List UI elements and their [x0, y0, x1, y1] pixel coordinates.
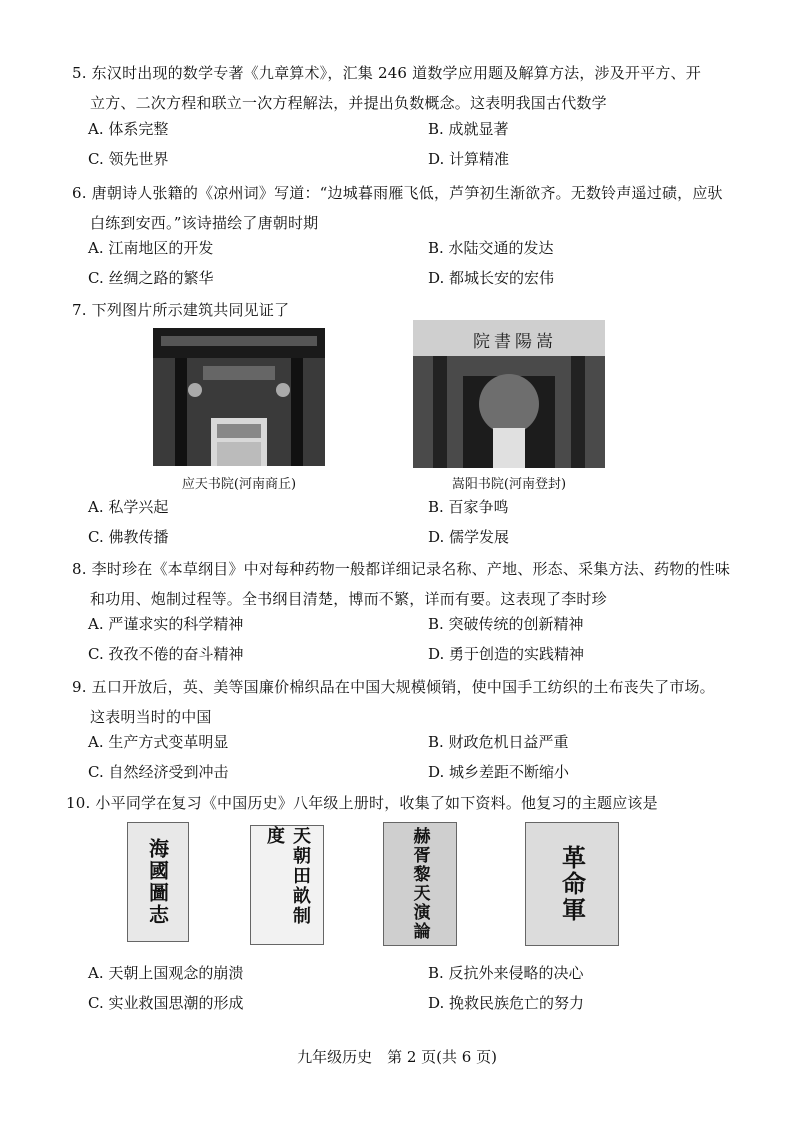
option-b: B. 水陆交通的发达 — [428, 239, 554, 257]
question-9-stem-line2: 这表明当时的中国 — [90, 708, 212, 726]
question-5 — [72, 58, 742, 118]
option-b: B. 财政危机日益严重 — [428, 733, 569, 751]
option-c: C. 领先世界 — [88, 150, 169, 168]
option-d: D. 儒学发展 — [428, 528, 510, 546]
option-d: D. 城乡差距不断缩小 — [428, 763, 570, 781]
question-8-stem-line2: 和功用、炮制过程等。全书纲目清楚，博而不繁，详而有要。这表现了李时珍 — [90, 590, 607, 608]
yingtian-academy-caption: 应天书院(河南商丘) — [181, 477, 297, 492]
question-9 — [72, 672, 742, 732]
option-d: D. 挽救民族危亡的努力 — [428, 994, 585, 1012]
question-10-stem: 10. 小平同学在复习《中国历史》八年级上册时，收集了如下资料。他复习的主题应该是 — [66, 794, 658, 812]
option-a: A. 私学兴起 — [88, 498, 169, 516]
question-6 — [72, 178, 742, 238]
option-d: D. 勇于创造的实践精神 — [428, 645, 585, 663]
page-footer: 九年级历史 第 2 页(共 6 页) — [297, 1048, 497, 1066]
question-7 — [72, 295, 742, 325]
option-a: A. 体系完整 — [88, 120, 169, 138]
question-10 — [66, 788, 736, 818]
option-a: A. 严谨求实的科学精神 — [88, 615, 244, 633]
option-a: A. 生产方式变革明显 — [88, 733, 229, 751]
option-b: B. 突破传统的创新精神 — [428, 615, 584, 633]
yingtian-academy-photo — [153, 328, 325, 466]
book-cover-tianyan-lun — [383, 822, 457, 946]
book-title: 革命軍 — [557, 845, 587, 923]
option-c: C. 实业救国思潮的形成 — [88, 994, 244, 1012]
academy-gate-illustration — [153, 328, 325, 466]
question-8-stem-line1: 8. 李时珍在《本草纲目》中对每种药物一般都详细记录名称、产地、形态、采集方法、药物的性味 — [72, 560, 731, 578]
book-cover-geming-jun — [525, 822, 619, 946]
question-7-stem: 7. 下列图片所示建筑共同见证了 — [72, 301, 290, 319]
book-cover-tianchao-tianmu-zhidu — [250, 825, 324, 945]
option-c: C. 佛教传播 — [88, 528, 169, 546]
option-c: C. 孜孜不倦的奋斗精神 — [88, 645, 244, 663]
option-b: B. 百家争鸣 — [428, 498, 509, 516]
book-title: 赫胥黎天演論 — [409, 827, 430, 941]
option-d: D. 计算精准 — [428, 150, 510, 168]
option-a: A. 江南地区的开发 — [88, 239, 214, 257]
option-b: B. 反抗外来侵略的决心 — [428, 964, 584, 982]
question-6-stem-line2: 白练到安西。”该诗描绘了唐朝时期 — [90, 214, 319, 232]
question-5-stem-line1: 5. 东汉时出现的数学专著《九章算术》，汇集 246 道数学应用题及解算方法，涉及开平方、开 — [72, 64, 701, 82]
book-title: 海國圖志 — [145, 838, 170, 926]
book-cover-haiguo-tuzhi — [127, 822, 189, 942]
option-b: B. 成就显著 — [428, 120, 509, 138]
option-c: C. 自然经济受到冲击 — [88, 763, 229, 781]
songyang-plaque-text: 嵩陽書院 — [473, 332, 557, 352]
question-9-stem-line1: 9. 五口开放后，英、美等国廉价棉织品在中国大规模倾销，使中国手工纺织的土布丧失了市场。 — [72, 678, 715, 696]
option-c: C. 丝绸之路的繁华 — [88, 269, 214, 287]
option-d: D. 都城长安的宏伟 — [428, 269, 555, 287]
option-a: A. 天朝上国观念的崩溃 — [88, 964, 244, 982]
book-title: 天朝田畝制度 — [264, 826, 311, 926]
question-5-stem-line2: 立方、二次方程和联立一次方程解法，并提出负数概念。这表明我国古代数学 — [90, 94, 607, 112]
question-8 — [72, 554, 742, 614]
question-6-stem-line1: 6. 唐朝诗人张籍的《凉州词》写道：“边城暮雨雁飞低，芦笋初生渐欲齐。无数铃声遥过碛，应驮 — [72, 184, 723, 202]
songyang-academy-caption: 嵩阳书院(河南登封) — [451, 477, 567, 492]
